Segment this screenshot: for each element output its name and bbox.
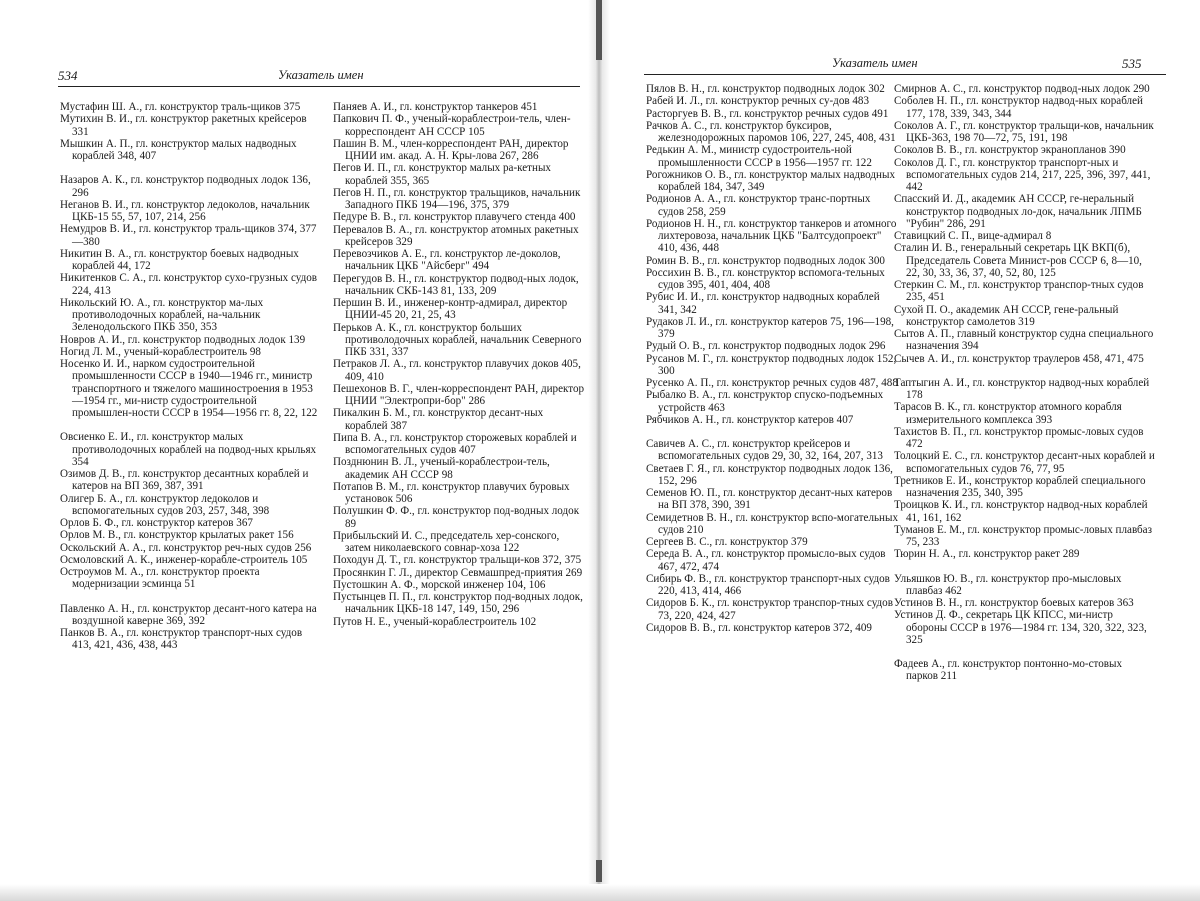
index-entry: Расторгуев В. В., гл. конструктор речных судов 491	[646, 107, 889, 120]
index-entry: Сухой П. О., академик АН СССР, гене-ральный конструктор самолетов 319	[894, 303, 1119, 328]
index-column-1	[646, 83, 898, 634]
index-entry: Ромин В. В., гл. конструктор подводных лодок 300	[646, 254, 885, 267]
index-entry: Озимов Д. В., гл. конструктор десантных кораблей и катеров на ВП 369, 387, 391	[60, 468, 309, 493]
index-entry: Рудый О. В., гл. конструктор подводных лодок 296	[646, 340, 886, 353]
index-entry: Назаров А. К., гл. конструктор подводных лодок 136, 296	[60, 174, 311, 199]
index-entry: Пялов В. Н., гл. конструктор подводных лодок 302	[646, 83, 885, 95]
index-entry: Никитенков С. А., гл. конструктор сухо-грузных судов 224, 413	[60, 272, 318, 297]
letter-group-gap	[894, 561, 1156, 573]
index-entry: Пикалкин Б. М., гл. конструктор десант-ных кораблей 387	[333, 407, 544, 432]
index-entry: Сытов А. П., главный конструктор судна специального назначения 394	[894, 328, 1154, 353]
index-entry: Третников Е. И., конструктор кораблей специального назначения 235, 340, 395	[894, 474, 1146, 499]
running-head: Указатель имен	[832, 56, 918, 70]
index-entry: Таптыгин А. И., гл. конструктор надвод-ных кораблей 178	[894, 376, 1150, 401]
index-entry: Просянкин Г. Л., директор Севмашпред-приятия 269	[333, 566, 583, 579]
index-entry: Позднюнин В. Л., ученый-кораблестрои-тель, академик АН СССР 98	[333, 456, 550, 481]
index-entry: Троицков К. И., гл. конструктор надвод-ных кораблей 41, 161, 162	[894, 499, 1148, 524]
index-entry: Туманов Е. М., гл. конструктор промыс-ловых плавбаз 75, 233	[894, 523, 1152, 548]
index-entry: Никитин В. А., гл. конструктор боевых надводных кораблей 44, 172	[60, 247, 299, 272]
index-entry: Новров А. И., гл. конструктор подводных лодок 139	[60, 333, 306, 346]
index-entry: Соколов А. Г., гл. конструктор тральщи-ков, начальник ЦКБ-363, 198 70—72, 75, 191, 198	[894, 119, 1154, 144]
binding-mark	[596, 860, 602, 882]
index-entry: Пустынцев П. П., гл. конструктор под-водных лодок, начальник ЦКБ-18 147, 149, 150, 296	[333, 591, 583, 616]
index-entry: Першин В. И., инженер-контр-адмирал, директор ЦНИИ-45 20, 21, 25, 43	[333, 297, 568, 322]
index-entry: Соколов В. В., гл. конструктор экранопланов 390	[894, 144, 1126, 157]
index-entry: Рябчиков А. Н., гл. конструктор катеров 407	[646, 413, 854, 426]
index-entry: Прибыльский И. С., председатель хер-сонского, затем николаевского совнар-хоза 122	[333, 529, 560, 554]
page-number: 534	[58, 68, 78, 83]
index-entry: Мышкин А. П., гл. конструктор малых надводных кораблей 348, 407	[60, 137, 297, 162]
index-entry: Пипа В. А., гл. конструктор сторожевых кораблей и вспомогательных судов 407	[333, 431, 577, 456]
index-entry: Россихин В. В., гл. конструктор вспомога-тельных судов 395, 401, 404, 408	[646, 266, 885, 291]
index-entry: Толоцкий Е. С., гл. конструктор десант-ных кораблей и вспомогательных судов 76, 77, 95	[894, 450, 1155, 475]
index-column-2	[333, 101, 585, 628]
gutter-shadow	[588, 0, 610, 901]
index-entry: Семидетнов В. Н., гл. конструктор вспо-могательных судов 210	[646, 511, 898, 536]
index-entry: Сидоров В. В., гл. конструктор катеров 372, 409	[646, 621, 872, 634]
index-entry: Пустошкин А. Ф., морской инженер 104, 106	[333, 578, 546, 591]
index-entry: Папкович П. Ф., ученый-кораблестрои-тель, член-корреспондент АН СССР 105	[333, 113, 571, 138]
index-entry: Редькин А. М., министр судостроитель-ной промышленности СССР в 1956—1957 гг. 122	[646, 144, 872, 169]
letter-group-gap	[60, 591, 318, 603]
index-entry: Ставицкий С. П., вице-адмирал 8	[894, 230, 1052, 242]
page-bottom-edge	[0, 884, 1200, 901]
index-entry: Мутихин В. И., гл. конструктор ракетных крейсеров 331	[60, 113, 307, 138]
index-entry: Тюрин Н. А., гл. конструктор ракет 289	[894, 548, 1080, 561]
index-entry: Середа В. А., гл. конструктор промысло-вых судов 467, 472, 474	[646, 548, 886, 573]
index-entry: Походун Д. Т., гл. конструктор тральщи-ков 372, 375	[333, 554, 582, 567]
binding-mark	[596, 0, 602, 60]
index-entry: Тарасов В. К., гл. конструктор атомного корабля измерительного комплекса 393	[894, 401, 1122, 426]
right-page	[610, 0, 1200, 901]
index-entry: Мустафин Ш. А., гл. конструктор траль-щиков 375	[60, 101, 301, 113]
index-entry: Стеркин С. М., гл. конструктор транспор-тных судов 235, 451	[894, 279, 1144, 304]
index-entry: Орлов Б. Ф., гл. конструктор катеров 367	[60, 517, 253, 529]
index-entry: Соболев Н. П., гл. конструктор надвод-ных кораблей 177, 178, 339, 343, 344	[894, 95, 1143, 120]
index-entry: Ногид Л. М., ученый-кораблестроитель 98	[60, 345, 261, 358]
index-entry: Пегов Н. П., гл. конструктор тральщиков, начальник Западного ПКБ 194—196, 375, 379	[333, 186, 581, 211]
index-entry: Паняев А. И., гл. конструктор танкеров 451	[333, 101, 538, 113]
index-entry: Потапов В. М., гл. конструктор плавучих буровых установок 506	[333, 480, 570, 505]
index-entry: Рудаков Л. И., гл. конструктор катеров 75, 196—198, 379	[646, 315, 894, 340]
header-rule	[644, 74, 1166, 75]
index-entry: Сычев А. И., гл. конструктор траулеров 458, 471, 475	[894, 352, 1144, 365]
index-entry: Олигер Б. А., гл. конструктор ледоколов и вспомогательных судов 203, 257, 348, 398	[60, 492, 270, 517]
index-entry: Сидоров Б. К., гл. конструктор транспор-тных судов 73, 220, 424, 427	[646, 597, 893, 622]
index-column-2	[894, 83, 1156, 683]
index-entry: Фадеев А., гл. конструктор понтонно-мо-стовых парков 211	[894, 658, 1123, 683]
index-entry: Путов Н. Е., ученый-кораблестроитель 102	[333, 615, 537, 628]
index-entry: Перевозчиков А. Е., гл. конструктор ле-доколов, начальник ЦКБ "Айсберг" 494	[333, 248, 561, 273]
index-entry: Устинов В. Н., гл. конструктор боевых катеров 363	[894, 597, 1134, 609]
left-page	[0, 0, 590, 901]
index-entry: Никольский Ю. А., гл. конструктор ма-лых противолодочных кораблей, на-чальник Зеленодольского ПКБ 350, 353	[60, 296, 264, 334]
index-entry: Рачков А. С., гл. конструктор буксиров, железнодорожных паромов 106, 227, 245, 408, 431	[646, 119, 896, 144]
index-entry: Полушкин Ф. Ф., гл. конструктор под-водных лодок 89	[333, 505, 580, 530]
index-entry: Носенко И. И., нарком судостроительной промышленности СССР в 1940—1946 гг., министр транспортного и тяжелого машиностроения в 1953—1954 гг., ми-нистр судостроительной промышлен-ности СССР в 1954—1956 гг. 8, 22, 122	[60, 358, 318, 419]
index-entry: Соколов Д. Г., гл. конструктор транспорт-ных и вспомогательных судов 214, 217, 225, 396, 397, 441, 442	[894, 156, 1151, 193]
index-entry: Пегов И. П., гл. конструктор малых ра-кетных кораблей 355, 365	[333, 162, 551, 187]
index-entry: Орлов М. В., гл. конструктор крылатых ракет 156	[60, 529, 294, 542]
index-entry: Оскольский А. А., гл. конструктор реч-ных судов 256	[60, 541, 312, 554]
index-entry: Пешехонов В. Г., член-корреспондент РАН, директор ЦНИИ "Электропри-бор" 286	[333, 382, 585, 407]
index-entry: Рыбалко В. А., гл. конструктор спуско-подъемных устройств 463	[646, 389, 884, 414]
index-entry: Тахистов В. П., гл. конструктор промыс-ловых судов 472	[894, 425, 1144, 450]
index-entry: Светаев Г. Я., гл. конструктор подводных лодок 136, 152, 296	[646, 462, 893, 487]
book-gutter	[588, 0, 610, 901]
index-entry: Овсиенко Е. И., гл. конструктор малых противолодочных кораблей на подвод-ных крыльях 354	[60, 431, 317, 468]
index-entry: Сергеев В. С., гл. конструктор 379	[646, 536, 808, 548]
letter-group-gap	[894, 365, 1156, 377]
letter-group-gap	[646, 426, 898, 438]
index-entry: Сталин И. В., генеральный секретарь ЦК ВКП(б), Председатель Совета Минист-ров СССР 6, 8—10, 22, 30, 33, 36, 37, 40, 52, 80, 125	[894, 242, 1142, 279]
index-entry: Русенко А. П., гл. конструктор речных судов 487, 488	[646, 377, 898, 389]
letter-group-gap	[60, 419, 318, 431]
index-entry: Семенов Ю. П., гл. конструктор десант-ных катеров на ВП 378, 390, 391	[646, 487, 893, 512]
index-entry: Петраков Л. А., гл. конструктор плавучих доков 405, 409, 410	[333, 358, 581, 383]
index-entry: Родионов Н. Н., гл. конструктор танкеров и атомного лихтеровоза, начальник ЦКБ "Балтсудопроект" 410, 436, 448	[646, 217, 897, 255]
index-entry: Неганов В. И., гл. конструктор ледоколов, начальник ЦКБ-15 55, 57, 107, 214, 256	[60, 198, 310, 223]
index-entry: Педуре В. В., гл. конструктор плавучего стенда 400	[333, 211, 576, 224]
index-entry: Смирнов А. С., гл. конструктор подвод-ных лодок 290	[894, 83, 1150, 95]
index-entry: Рубис И. И., гл. конструктор надводных кораблей 341, 342	[646, 291, 880, 316]
index-entry: Немудров В. И., гл. конструктор траль-щиков 374, 377—380	[60, 223, 317, 248]
letter-group-gap	[894, 646, 1156, 658]
index-entry: Сибирь Ф. В., гл. конструктор транспорт-ных судов 220, 413, 414, 466	[646, 572, 890, 597]
index-entry: Рабей И. Л., гл. конструктор речных су-дов 483	[646, 95, 870, 108]
index-entry: Перьков А. К., гл. конструктор больших противолодочных кораблей, начальник Северного ПКБ 331, 337	[333, 321, 582, 358]
index-entry: Перегудов В. Н., гл. конструктор подвод-ных лодок, начальник СКБ-143 81, 133, 209	[333, 272, 579, 297]
index-entry: Рогожников О. В., гл. конструктор малых надводных кораблей 184, 347, 349	[646, 168, 895, 193]
index-entry: Устинов Д. Ф., секретарь ЦК КПСС, ми-нистр обороны СССР в 1976—1984 гг. 134, 320, 322, 323, 325	[894, 609, 1147, 646]
index-entry: Савичев А. С., гл. конструктор крейсеров и вспомогательных судов 29, 30, 32, 164, 207, 313	[646, 438, 883, 463]
index-entry: Остроумов М. А., гл. конструктор проекта модернизации эсминца 51	[60, 566, 260, 591]
index-entry: Павленко А. Н., гл. конструктор десант-ного катера на воздушной каверне 369, 392	[60, 602, 317, 627]
page-number: 535	[1122, 56, 1142, 71]
index-entry: Русанов М. Г., гл. конструктор подводных лодок 152, 300	[646, 352, 897, 377]
header-rule	[58, 86, 580, 87]
index-entry: Ульяшков Ю. В., гл. конструктор про-мысловых плавбаз 462	[894, 572, 1122, 597]
running-head: Указатель имен	[278, 68, 364, 82]
index-column-1	[60, 101, 318, 652]
index-entry: Родионов А. А., гл. конструктор транс-портных судов 258, 259	[646, 193, 871, 218]
index-entry: Панков В. А., гл. конструктор транспорт-ных судов 413, 421, 436, 438, 443	[60, 627, 303, 652]
letter-group-gap	[60, 162, 318, 174]
index-entry: Перевалов В. А., гл. конструктор атомных ракетных крейсеров 329	[333, 223, 579, 248]
index-entry: Осмоловский А. К., инженер-корабле-строитель 105	[60, 553, 308, 566]
index-entry: Пашин В. М., член-корреспондент РАН, директор ЦНИИ им. акад. А. Н. Кры-лова 267, 286	[333, 137, 569, 162]
index-entry: Спасский И. Д., академик АН СССР, ге-неральный конструктор подводных ло-док, начальник ЛПМБ "Рубин" 286, 291	[894, 193, 1142, 230]
